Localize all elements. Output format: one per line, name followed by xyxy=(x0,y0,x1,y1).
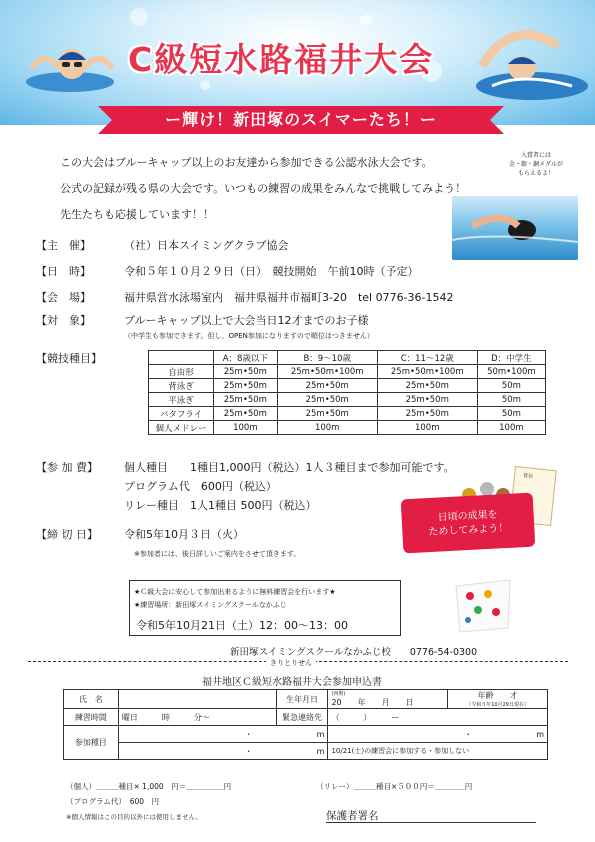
privacy-note: ※個人情報はこの目的以外には使用しません。 xyxy=(66,813,202,821)
date-row: 【日 時】 令和５年１０月２９日（日） 競技開始 午前10時（予定） xyxy=(36,265,419,278)
application-form xyxy=(63,689,548,760)
intro-line: 公式の記録が残る県の大会です。いつもの練習の成果をみんなで挑戦してみよう！ xyxy=(60,182,467,195)
practice-info-box: ★Ｃ級大会に安心して参加出来るように無料練習会を行います★ ★練習場所：新田塚スイミングスクールなかふじ 令和5年10月21日（土）12：00〜13：00 xyxy=(129,580,401,636)
subtitle-ribbon: ー輝け！新田塚のスイマーたち！ー xyxy=(112,106,490,134)
swimmer-illustration-left xyxy=(24,38,116,96)
events-table xyxy=(148,350,546,435)
practice-time-field[interactable]: 曜日 時 分〜 xyxy=(118,709,276,726)
fee-row: 【参 加 費】 個人種目 1種目1,000円（税込）1人３種目まで参加可能です。 xyxy=(36,461,455,474)
table-row xyxy=(64,743,548,760)
achievement-bubble: 日頃の成果を ためしてみよう！ xyxy=(401,493,536,554)
bubble-decoration xyxy=(200,80,210,90)
table-row: 背泳ぎ 25m•50m 25m•50m 25m•50m 50m xyxy=(149,379,546,393)
form-title: 福井地区Ｃ級短水路福井大会参加申込書 xyxy=(202,677,382,688)
table-header-row: A：8歳以下 B：9〜10歳 C：11〜12歳 D：中学生 xyxy=(149,351,546,365)
table-row: 個人メドレー 100m 100m 100m 100m xyxy=(149,421,546,435)
swimmer-photo xyxy=(452,196,578,260)
event-field-3[interactable]: ・ m xyxy=(118,743,328,760)
program-fee-line: （プログラム代） 600 円 xyxy=(66,797,160,806)
signature-line[interactable] xyxy=(326,822,536,823)
guardian-signature-label: 保護者署名 xyxy=(326,810,379,822)
page-title: C級短水路福井大会 xyxy=(128,40,435,79)
birthday-field[interactable]: (西暦) 20 年 月 日 xyxy=(328,690,448,709)
table-row: 参加種目 ・ m ・ m xyxy=(64,726,548,743)
table-row: 氏 名 生年月日 (西暦) 20 年 月 日 年齢 才 （令和５年10月29日現在） xyxy=(64,690,548,709)
practice-attendance-field[interactable]: 10/21(土)の練習会に参加する・参加しない xyxy=(328,743,548,760)
event-field-1[interactable]: ・ m xyxy=(118,726,328,743)
relay-fee-line: （リレー）＿＿＿種目×５００円＝＿＿＿＿円 xyxy=(316,782,473,791)
event-field-2[interactable]: ・ m xyxy=(328,726,548,743)
deadline-row: 【締 切 日】 令和5年10月３日（火） xyxy=(36,528,244,541)
venue-row: 【会 場】 福井県営水泳場室内 福井県福井市福町3-20 tel 0776-36-1542 xyxy=(36,291,454,304)
deadline-note: ※参加者には、後日詳しいご案内をさせて頂きます。 xyxy=(134,550,301,558)
intro-line: 先生たちも応援しています！！ xyxy=(60,208,214,221)
emergency-contact-field[interactable]: （ ） ー xyxy=(328,709,548,726)
age-field[interactable]: 年齢 才 （令和５年10月29日現在） xyxy=(448,690,548,709)
school-contact: 新田塚スイミングスクールなかふじ校 0776-54-0300 xyxy=(230,647,478,658)
table-row: 平泳ぎ 25m•50m 25m•50m 25m•50m 50m xyxy=(149,393,546,407)
bubble-decoration xyxy=(130,8,148,26)
fee-program: プログラム代 600円（税込） xyxy=(124,480,277,493)
medal-note: 入賞者には 金・銀・銅メダルが もらえるよ！ xyxy=(508,152,563,177)
organizer-row: 【主 催】 （社）日本スイミングクラブ協会 xyxy=(36,239,289,252)
name-field[interactable] xyxy=(118,690,276,709)
target-row: 【対 象】 ブルーキャップ以上で大会当日12才までのお子様 xyxy=(36,314,369,327)
swimmer-illustration-right xyxy=(462,6,588,106)
bubble-decoration xyxy=(360,14,372,26)
certificate-icon: 賞状 xyxy=(509,466,557,526)
table-row: バタフライ 25m•50m 25m•50m 25m•50m 50m xyxy=(149,407,546,421)
events-label: 【競技種目】 xyxy=(36,352,102,365)
flags-illustration xyxy=(452,576,514,634)
table-row: 練習時間 曜日 時 分〜 緊急連絡先 （ ） ー xyxy=(64,709,548,726)
individual-fee-line: （個人）＿＿＿種目× 1,000 円＝＿＿＿＿＿円 xyxy=(66,782,232,791)
intro-line: この大会はブルーキャップ以上のお友達から参加できる公認水泳大会です。 xyxy=(60,156,433,169)
target-note: （中学生も参加できます。但し、OPEN参加になりますので順位はつきません） xyxy=(124,332,374,340)
table-row: 自由形 25m•50m 25m•50m•100m 25m•50m•100m 50m•100m xyxy=(149,365,546,379)
fee-relay: リレー種目 1人1種目 500円（税込） xyxy=(124,499,317,512)
cut-label: きりとりせん xyxy=(266,658,316,668)
